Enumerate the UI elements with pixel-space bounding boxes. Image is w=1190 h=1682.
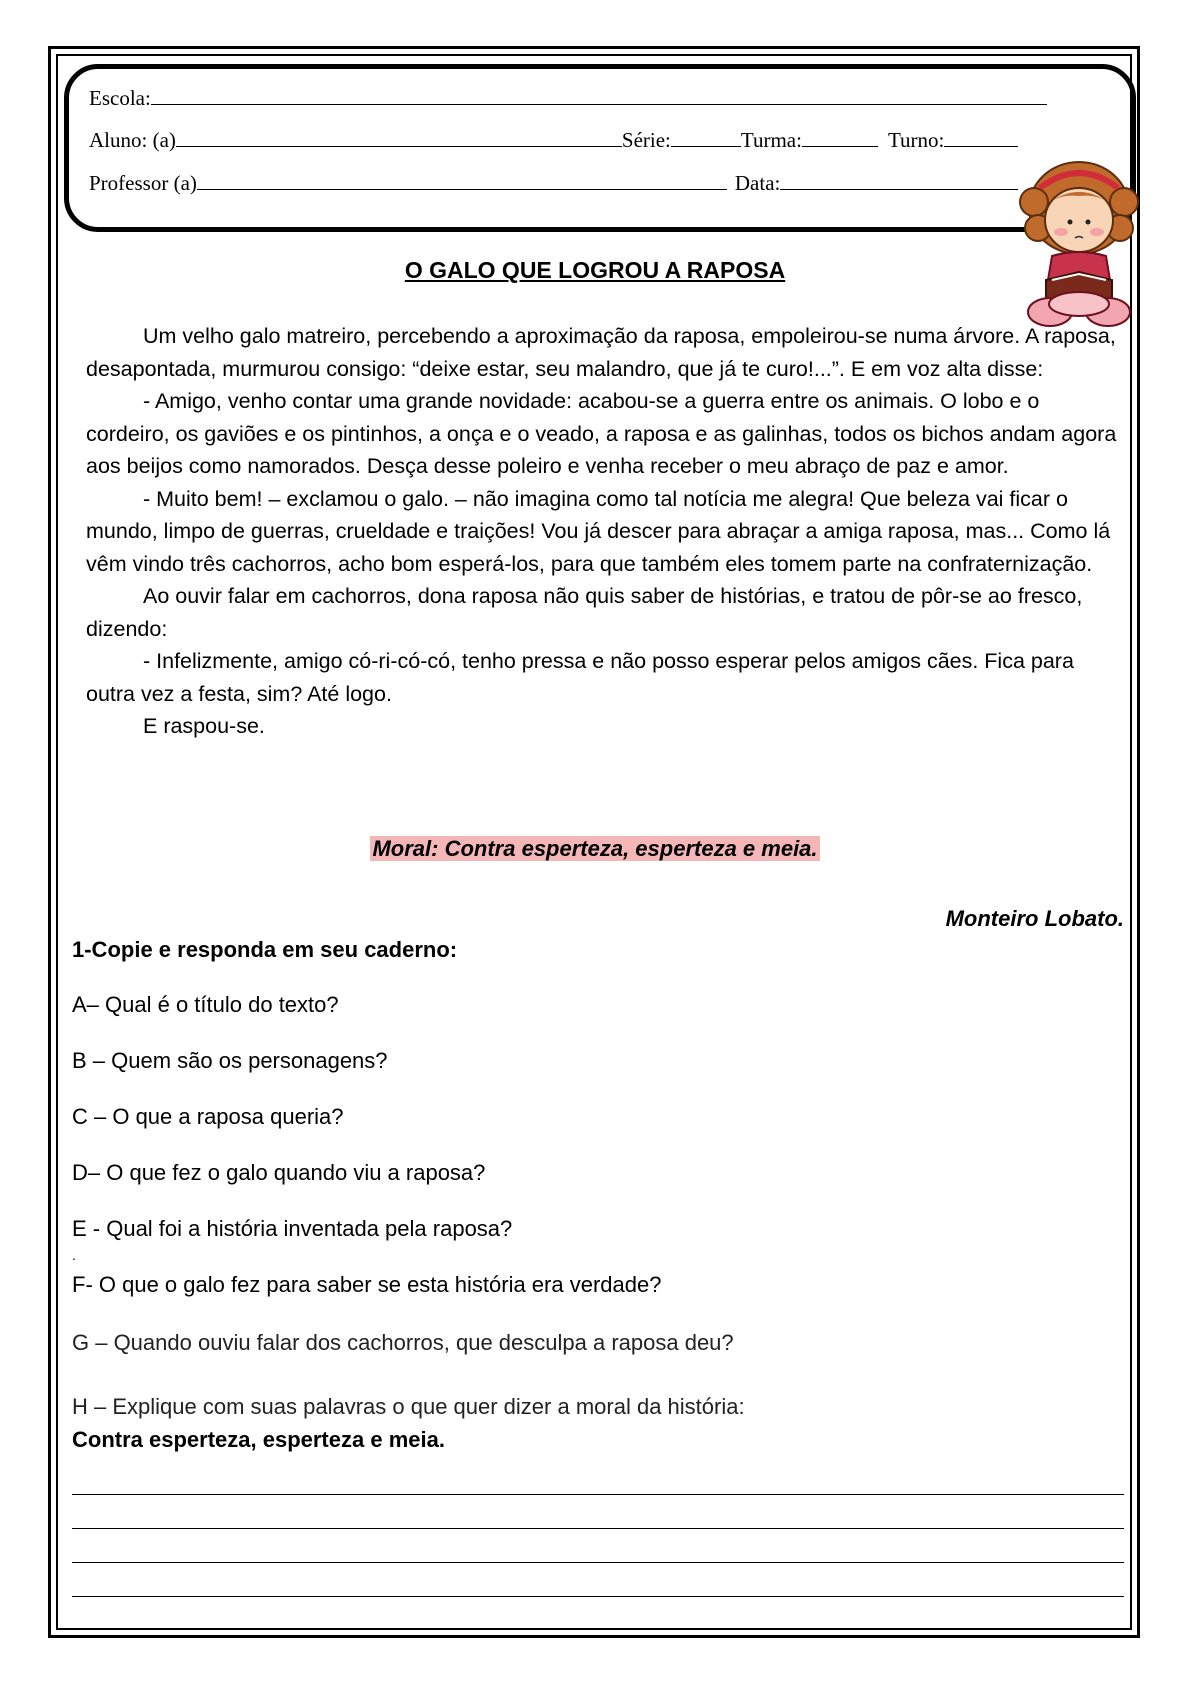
question-g: G – Quando ouviu falar dos cachorros, que desculpa a raposa deu? (72, 1330, 734, 1355)
professor-blank[interactable] (197, 171, 727, 190)
question-d: D– O que fez o galo quando viu a raposa? (72, 1160, 486, 1185)
story-paragraph: - Infelizmente, amigo có-ri-có-có, tenho pressa e não posso esperar pelos amigos cães. Fica para outra vez a festa, sim? Até logo. (86, 649, 1074, 706)
turma-blank[interactable] (802, 128, 878, 147)
story-title: O GALO QUE LOGROU A RAPOSA (404, 257, 786, 283)
professor-row (89, 171, 1018, 196)
story-text (86, 320, 1126, 743)
serie-label: Série: (621, 128, 671, 152)
story-paragraph: - Amigo, venho contar uma grande novidade: acabou-se a guerra entre os animais. O lobo e o cordeiro, os gaviões e os pintinhos, a onça e o veado, a raposa e as galinhas, todos os bichos andam agora aos beijos como namorados. Desça desse poleiro e venha receber o meu abraço de paz e amor. (86, 389, 1117, 478)
question-e: E - Qual foi a história inventada pela raposa? (72, 1216, 513, 1241)
story-moral (0, 836, 1190, 862)
answer-line[interactable] (72, 1562, 1124, 1563)
escola-blank[interactable] (151, 86, 1047, 105)
moral-statement: Contra esperteza, esperteza e meia. (72, 1427, 445, 1452)
answer-line[interactable] (72, 1528, 1124, 1529)
turma-label: Turma: (740, 128, 802, 152)
question-c: C – O que a raposa queria? (72, 1104, 344, 1129)
question-a: A– Qual é o título do texto? (72, 992, 339, 1017)
story-paragraph: E raspou-se. (143, 714, 265, 738)
aluno-blank[interactable] (176, 128, 622, 147)
girl-reading-illustration (1016, 152, 1142, 332)
exercise-instruction: 1-Copie e responda em seu caderno: (72, 937, 458, 962)
question-b: B – Quem são os personagens? (72, 1048, 388, 1073)
aluno-row (89, 128, 1018, 153)
story-paragraph: - Muito bem! – exclamou o galo. – não imagina como tal notícia me alegra! Que beleza vai ficar o mundo, limpo de guerras, crueldade e traições! Vou já descer para abraçar a amiga raposa, mas... Como lá vêm vindo três cachorros, acho bom esperá-los, para que também eles tomem parte na confraternização. (86, 486, 1111, 576)
question-h: H – Explique com suas palavras o que quer dizer a moral da história: (72, 1394, 745, 1419)
turno-label: Turno: (887, 128, 945, 152)
answer-line[interactable] (72, 1596, 1124, 1597)
data-label: Data: (734, 171, 781, 195)
turno-blank[interactable] (944, 128, 1018, 147)
escola-row (89, 86, 1047, 111)
escola-label: Escola: (89, 86, 151, 110)
moral-highlight: Moral: Contra esperteza, esperteza e meia. (372, 836, 818, 861)
story-paragraph: Um velho galo matreiro, percebendo a aproximação da raposa, empoleirou-se numa árvore. A raposa, desapontada, murmurou consigo: “deixe estar, seu malandro, que já te curo!...”. E em voz alta disse: (86, 324, 1116, 381)
serie-blank[interactable] (671, 128, 741, 147)
stray-dot: . (72, 1247, 76, 1263)
data-blank[interactable] (780, 171, 1018, 190)
aluno-label: Aluno: (a) (89, 128, 176, 152)
question-f: F- O que o galo fez para saber se esta história era verdade? (72, 1272, 662, 1297)
story-paragraph: Ao ouvir falar em cachorros, dona raposa não quis saber de histórias, e tratou de pôr-se ao fresco, dizendo: (86, 584, 1083, 641)
story-author: Monteiro Lobato. (945, 906, 1124, 931)
answer-line[interactable] (72, 1494, 1124, 1495)
professor-label: Professor (a) (89, 171, 197, 195)
